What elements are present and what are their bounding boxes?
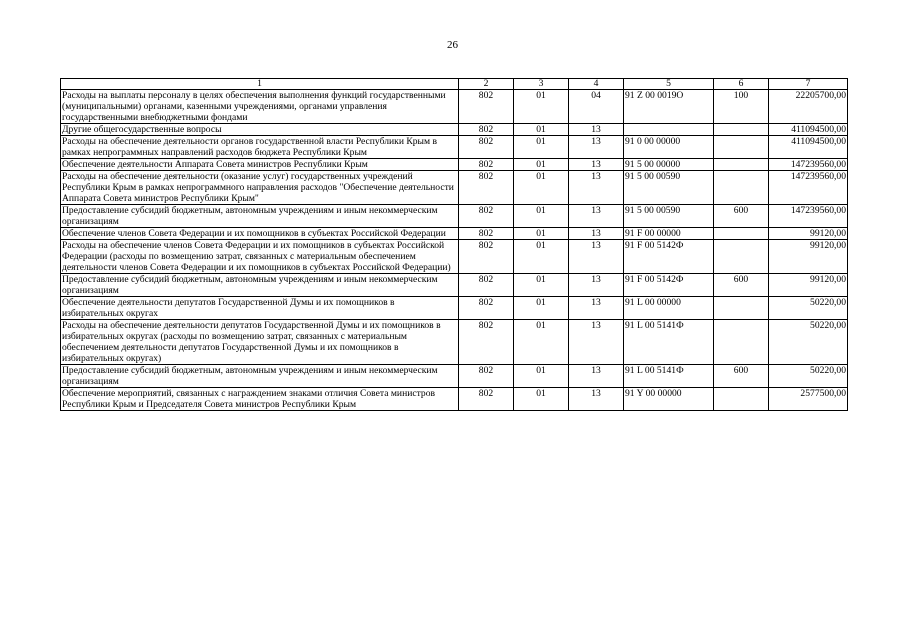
- table-row: [61, 228, 848, 240]
- row-glav-cell: 802: [459, 320, 514, 365]
- table-row: [61, 90, 848, 124]
- row-rz-cell: 01: [514, 124, 569, 136]
- table-row: [61, 171, 848, 205]
- row-name-cell: Расходы на обеспечение членов Совета Федерации и их помощников в субъектах Российской Федерации (расходы по возмещению затрат, связанных с материальным обеспечением деятельности членов Совета Федерации и их помощников в субъектах Российской Федерации): [61, 240, 459, 274]
- row-sum-cell: 147239560,00: [769, 171, 848, 205]
- row-vr-cell: 600: [714, 274, 769, 297]
- row-name-cell: Предоставление субсидий бюджетным, автономным учреждениям и иным некоммерческим организациям: [61, 274, 459, 297]
- header-col-1: 1: [61, 79, 459, 90]
- row-vr-cell: [714, 388, 769, 411]
- row-pr-cell: 13: [569, 159, 624, 171]
- row-sum-cell: 99120,00: [769, 228, 848, 240]
- table-row: [61, 297, 848, 320]
- header-col-7: 7: [769, 79, 848, 90]
- row-sum-cell: 411094500,00: [769, 124, 848, 136]
- table-row: [61, 388, 848, 411]
- row-pr-cell: 13: [569, 205, 624, 228]
- row-vr-cell: [714, 171, 769, 205]
- row-vr-cell: 600: [714, 365, 769, 388]
- row-pr-cell: 13: [569, 136, 624, 159]
- row-pr-cell: 13: [569, 171, 624, 205]
- row-glav-cell: 802: [459, 228, 514, 240]
- row-name-cell: Обеспечение мероприятий, связанных с награждением знаками отличия Совета министров Республики Крым и Председателя Совета министров Республики Крым: [61, 388, 459, 411]
- row-name-cell: Предоставление субсидий бюджетным, автономным учреждениям и иным некоммерческим организациям: [61, 205, 459, 228]
- row-csr-cell: 91 0 00 00000: [624, 136, 714, 159]
- table-row: [61, 240, 848, 274]
- table-row: [61, 365, 848, 388]
- row-csr-cell: 91 L 00 5141Ф: [624, 320, 714, 365]
- row-sum-cell: 411094500,00: [769, 136, 848, 159]
- row-glav-cell: 802: [459, 90, 514, 124]
- page-number: 26: [447, 39, 458, 51]
- row-vr-cell: 100: [714, 90, 769, 124]
- row-csr-cell: 91 Z 00 0019О: [624, 90, 714, 124]
- table-row: [61, 205, 848, 228]
- table-row: [61, 320, 848, 365]
- row-rz-cell: 01: [514, 388, 569, 411]
- row-csr-cell: 91 5 00 00590: [624, 205, 714, 228]
- row-name-cell: Предоставление субсидий бюджетным, автономным учреждениям и иным некоммерческим организациям: [61, 365, 459, 388]
- row-rz-cell: 01: [514, 90, 569, 124]
- row-csr-cell: 91 F 00 5142Ф: [624, 274, 714, 297]
- header-col-5: 5: [624, 79, 714, 90]
- row-rz-cell: 01: [514, 228, 569, 240]
- row-csr-cell: 91 Y 00 00000: [624, 388, 714, 411]
- row-vr-cell: [714, 297, 769, 320]
- row-csr-cell: 91 L 00 00000: [624, 297, 714, 320]
- row-rz-cell: 01: [514, 136, 569, 159]
- row-rz-cell: 01: [514, 365, 569, 388]
- row-name-cell: Расходы на выплаты персоналу в целях обеспечения выполнения функций государственными (муниципальными) органами, казенными учреждениями, органами управления государственными внебюджетными фондами: [61, 90, 459, 124]
- row-sum-cell: 99120,00: [769, 274, 848, 297]
- row-glav-cell: 802: [459, 365, 514, 388]
- row-pr-cell: 13: [569, 274, 624, 297]
- row-vr-cell: [714, 159, 769, 171]
- row-csr-cell: 91 5 00 00590: [624, 171, 714, 205]
- row-glav-cell: 802: [459, 171, 514, 205]
- row-sum-cell: 147239560,00: [769, 159, 848, 171]
- row-sum-cell: 50220,00: [769, 297, 848, 320]
- row-rz-cell: 01: [514, 240, 569, 274]
- row-csr-cell: 91 F 00 00000: [624, 228, 714, 240]
- row-name-cell: Обеспечение членов Совета Федерации и их помощников в субъектах Российской Федерации: [61, 228, 459, 240]
- row-vr-cell: [714, 240, 769, 274]
- row-rz-cell: 01: [514, 274, 569, 297]
- row-name-cell: Расходы на обеспечение деятельности депутатов Государственной Думы и их помощников в избирательных округах (расходы по возмещению затрат, связанных с материальным обеспечением деятельности депутатов Государственной Думы и их помощников в избирательных округах): [61, 320, 459, 365]
- row-vr-cell: [714, 320, 769, 365]
- row-vr-cell: 600: [714, 205, 769, 228]
- header-col-6: 6: [714, 79, 769, 90]
- row-glav-cell: 802: [459, 136, 514, 159]
- row-sum-cell: 147239560,00: [769, 205, 848, 228]
- table-row: [61, 124, 848, 136]
- row-vr-cell: [714, 228, 769, 240]
- row-rz-cell: 01: [514, 159, 569, 171]
- table-row: [61, 159, 848, 171]
- row-name-cell: Расходы на обеспечение деятельности органов государственной власти Республики Крым в рамках непрограммных направлений расходов бюджета Республики Крым: [61, 136, 459, 159]
- row-sum-cell: 50220,00: [769, 365, 848, 388]
- row-sum-cell: 50220,00: [769, 320, 848, 365]
- row-name-cell: Обеспечение деятельности Аппарата Совета министров Республики Крым: [61, 159, 459, 171]
- row-vr-cell: [714, 136, 769, 159]
- row-glav-cell: 802: [459, 240, 514, 274]
- row-pr-cell: 13: [569, 297, 624, 320]
- table-row: [61, 136, 848, 159]
- row-pr-cell: 13: [569, 388, 624, 411]
- row-csr-cell: 91 L 00 5141Ф: [624, 365, 714, 388]
- row-vr-cell: [714, 124, 769, 136]
- row-pr-cell: 13: [569, 124, 624, 136]
- header-col-2: 2: [459, 79, 514, 90]
- row-glav-cell: 802: [459, 297, 514, 320]
- table-row: [61, 274, 848, 297]
- header-col-4: 4: [569, 79, 624, 90]
- row-pr-cell: 04: [569, 90, 624, 124]
- row-pr-cell: 13: [569, 320, 624, 365]
- header-row: [61, 79, 848, 90]
- row-csr-cell: 91 5 00 00000: [624, 159, 714, 171]
- row-pr-cell: 13: [569, 240, 624, 274]
- row-glav-cell: 802: [459, 274, 514, 297]
- row-glav-cell: 802: [459, 159, 514, 171]
- row-glav-cell: 802: [459, 205, 514, 228]
- row-sum-cell: 2577500,00: [769, 388, 848, 411]
- row-sum-cell: 22205700,00: [769, 90, 848, 124]
- row-rz-cell: 01: [514, 171, 569, 205]
- header-col-3: 3: [514, 79, 569, 90]
- row-csr-cell: 91 F 00 5142Ф: [624, 240, 714, 274]
- row-name-cell: Другие общегосударственные вопросы: [61, 124, 459, 136]
- row-glav-cell: 802: [459, 388, 514, 411]
- row-sum-cell: 99120,00: [769, 240, 848, 274]
- row-pr-cell: 13: [569, 228, 624, 240]
- row-rz-cell: 01: [514, 297, 569, 320]
- budget-table: [60, 78, 848, 411]
- row-pr-cell: 13: [569, 365, 624, 388]
- row-rz-cell: 01: [514, 205, 569, 228]
- row-name-cell: Расходы на обеспечение деятельности (оказание услуг) государственных учреждений Республики Крым в рамках непрограммного направления расходов "Обеспечение деятельности Аппарата Совета министров Республики Крым": [61, 171, 459, 205]
- row-csr-cell: [624, 124, 714, 136]
- row-glav-cell: 802: [459, 124, 514, 136]
- row-rz-cell: 01: [514, 320, 569, 365]
- row-name-cell: Обеспечение деятельности депутатов Государственной Думы и их помощников в избирательных округах: [61, 297, 459, 320]
